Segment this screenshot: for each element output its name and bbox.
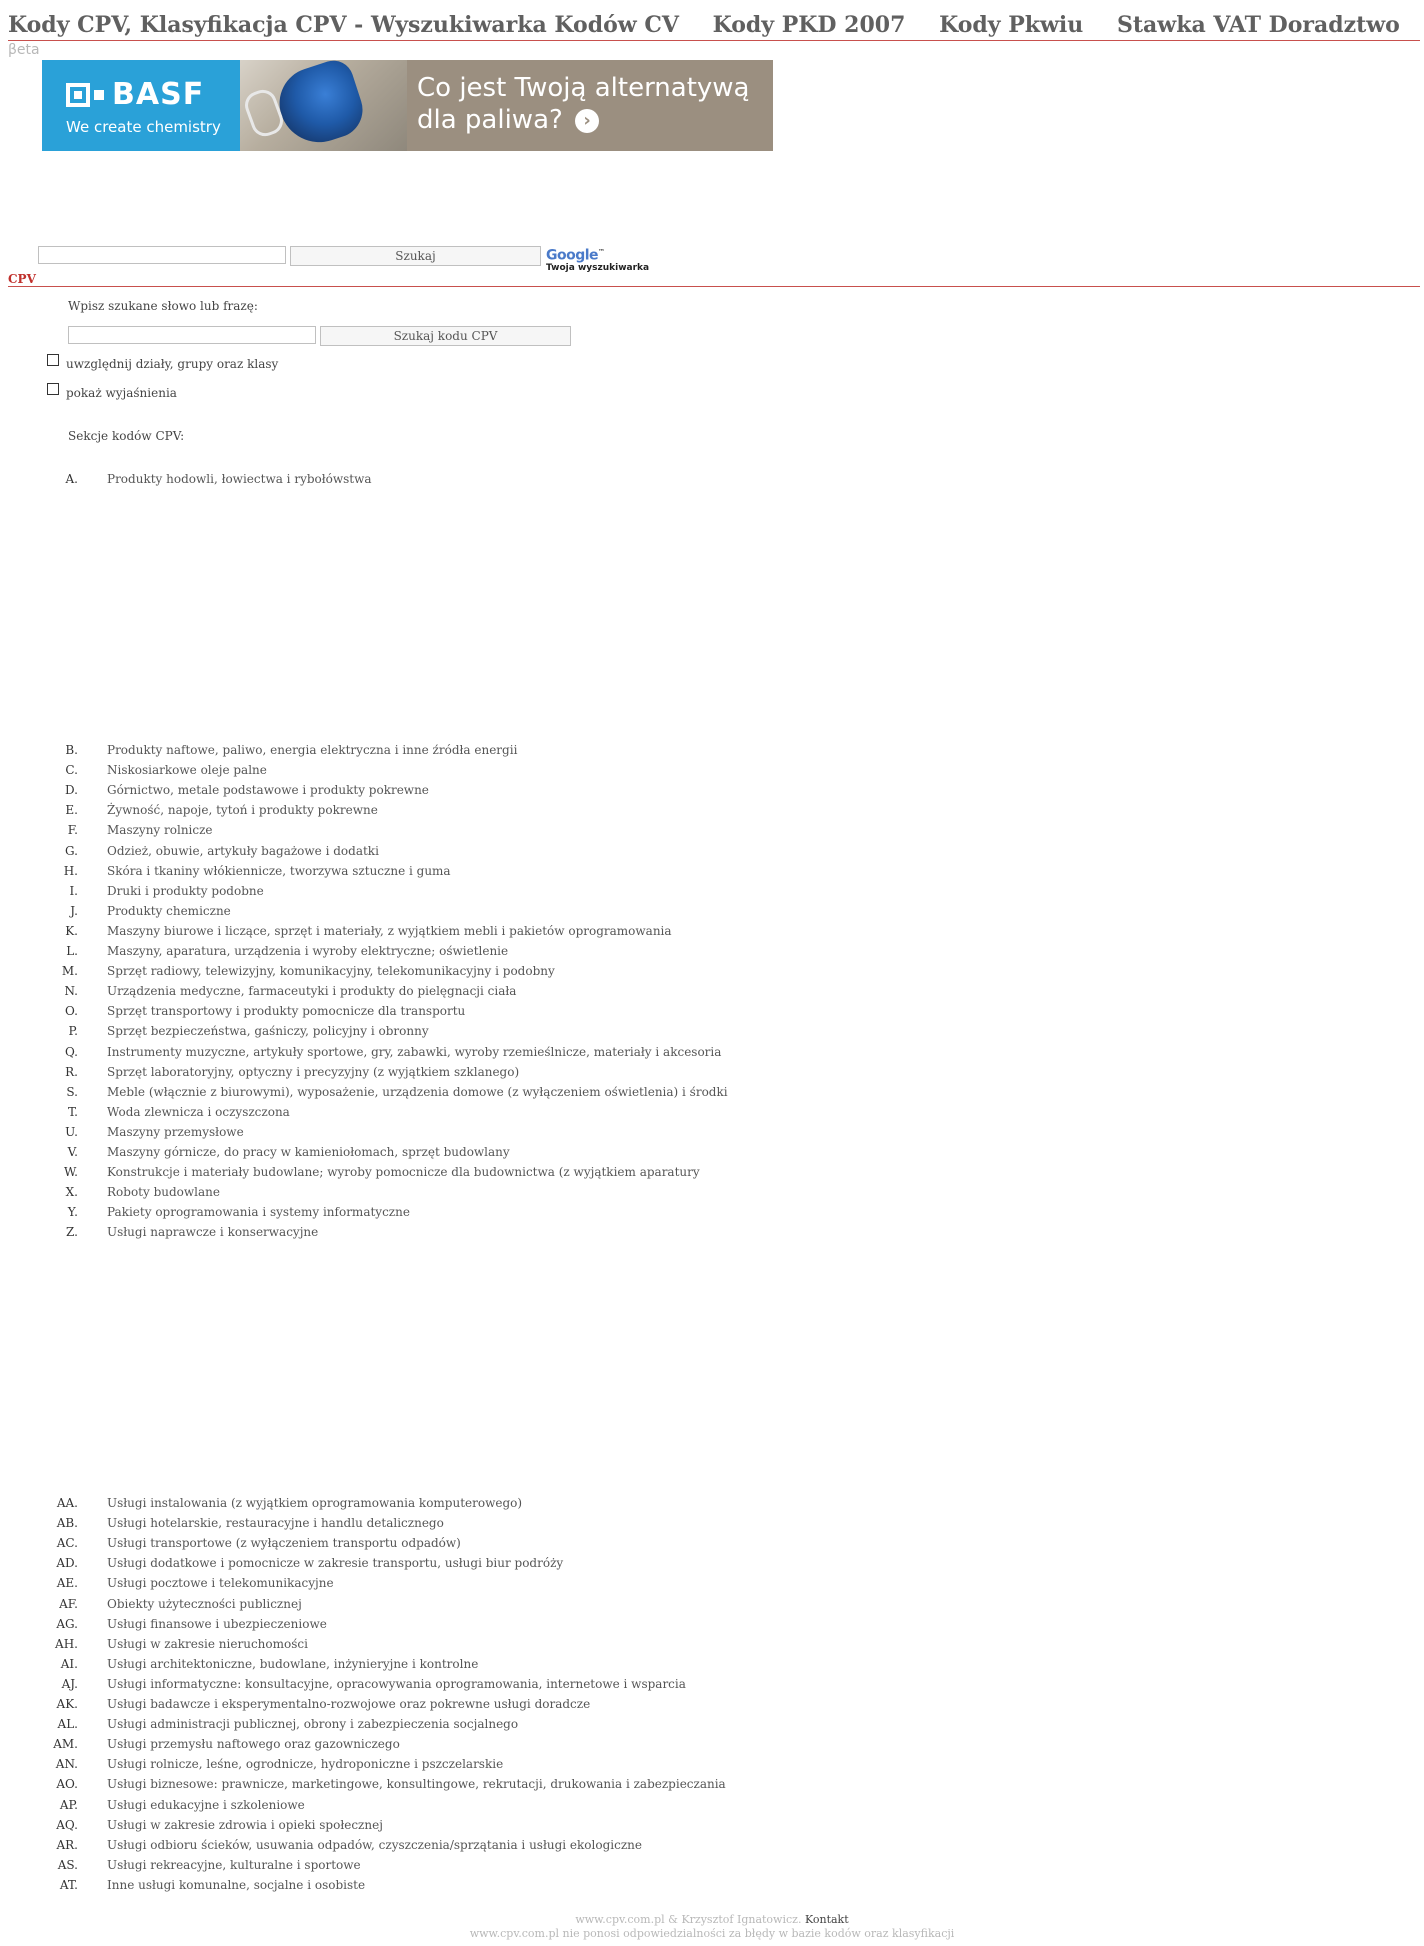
section-link[interactable]: Niskosiarkowe oleje palne [107, 763, 267, 778]
section-link[interactable]: Usługi badawcze i eksperymentalno-rozwojowe oraz pokrewne usługi doradcze [107, 1697, 591, 1711]
cpv-section-label: CPV [8, 272, 36, 286]
section-link[interactable]: Urządzenia medyczne, farmaceutyki i produkty do pielęgnacji ciała [107, 984, 517, 999]
section-code: D. [64, 783, 78, 798]
section-code: AT. [59, 1877, 78, 1892]
section-code: AQ. [56, 1817, 78, 1832]
nav-link-stawka-vat[interactable]: Stawka VAT Doradztwo [1116, 12, 1400, 38]
section-code: M. [61, 964, 78, 979]
section-link[interactable]: Maszyny przemysłowe [107, 1124, 244, 1139]
section-link[interactable]: Sprzęt laboratoryjny, optyczny i precyzyjny (z wyjątkiem szklanego) [107, 1064, 520, 1079]
section-link[interactable]: Usługi edukacyjne i szkoleniowe [107, 1797, 305, 1812]
section-link[interactable]: Usługi w zakresie nieruchomości [107, 1636, 308, 1651]
show-explanations-label: pokaż wyjaśnienia [66, 386, 177, 400]
section-link[interactable]: Produkty hodowli, łowiectwa i rybołówstwa [107, 472, 372, 486]
section-code: G. [65, 843, 78, 858]
cpv-divider [8, 286, 1420, 287]
section-code: AC. [56, 1536, 78, 1551]
section-row[interactable] [0, 1222, 800, 1242]
section-code: N. [64, 984, 78, 999]
cpv-search-button[interactable]: Szukaj kodu CPV [320, 326, 571, 346]
section-link[interactable]: Usługi odbioru ścieków, usuwania odpadów, czyszczenia/sprzątania i usługi ekologiczne [107, 1837, 642, 1852]
footer [0, 1913, 1424, 1941]
section-code: X. [65, 1185, 78, 1200]
section-code: AM. [53, 1737, 78, 1752]
section-code: AN. [55, 1757, 78, 1772]
ad-text-panel [407, 60, 773, 151]
section-row[interactable] [0, 740, 800, 760]
section-link[interactable]: Usługi hotelarskie, restauracyjne i handlu detalicznego [107, 1516, 444, 1531]
section-row[interactable] [0, 941, 800, 961]
google-search-bar [38, 246, 649, 274]
section-code: AE. [56, 1576, 78, 1591]
section-code: AO. [56, 1777, 78, 1792]
section-code: Y. [67, 1205, 78, 1220]
section-link[interactable]: Sprzęt radiowy, telewizyjny, komunikacyjny, telekomunikacyjny i podobny [107, 964, 555, 979]
section-link[interactable]: Usługi naprawcze i konserwacyjne [107, 1225, 319, 1240]
section-code: R. [65, 1064, 78, 1079]
section-link[interactable]: Usługi informatyczne: konsultacyjne, opracowywania oprogramowania, internetowe i wsparcia [107, 1676, 686, 1691]
section-row[interactable] [0, 1042, 800, 1062]
section-link[interactable]: Usługi pocztowe i telekomunikacyjne [107, 1576, 334, 1591]
section-link[interactable]: Roboty budowlane [107, 1185, 220, 1200]
ad-headline [417, 72, 750, 136]
section-row[interactable] [0, 1654, 800, 1674]
section-row[interactable] [0, 1835, 800, 1855]
section-code: AJ. [61, 1676, 78, 1691]
section-link[interactable]: Skóra i tkaniny włókiennicze, tworzywa sztuczne i guma [107, 863, 451, 878]
section-link[interactable]: Meble (włącznie z biurowymi), wyposażenie, urządzenia domowe (z wyłączeniem oświetlenia) i środki [107, 1084, 728, 1099]
section-code: AD. [56, 1556, 78, 1571]
section-code: I. [69, 883, 78, 898]
google-brand-subtitle: Twoja wyszukiwarka [546, 262, 650, 273]
nav-link-kody-cpv[interactable]: Kody CPV, Klasyfikacja CPV - Wyszukiwarka Kodów CV [8, 12, 679, 38]
section-row[interactable] [0, 981, 800, 1001]
cpv-search-input[interactable] [68, 326, 316, 344]
section-link[interactable]: Konstrukcje i materiały budowlane; wyroby pomocnicze dla budownictwa (z wyjątkiem aparatury [107, 1165, 700, 1180]
basf-logo [66, 77, 205, 112]
section-code: AB. [56, 1516, 78, 1531]
ad-banner[interactable] [42, 60, 773, 151]
section-code: U. [65, 1124, 78, 1139]
google-search-input[interactable] [38, 246, 286, 264]
section-row[interactable] [0, 1142, 800, 1162]
section-code: AH. [55, 1636, 78, 1651]
section-code: AA. [56, 1496, 78, 1510]
section-link[interactable]: Usługi architektoniczne, budowlane, inżynieryjne i kontrolne [107, 1656, 479, 1671]
section-row[interactable] [0, 901, 800, 921]
section-code: F. [67, 823, 78, 838]
section-code: J. [70, 903, 78, 918]
section-code: E. [65, 803, 78, 818]
section-row[interactable] [0, 1573, 800, 1593]
include-groups-label: uwzględnij działy, grupy oraz klasy [66, 357, 279, 371]
nav-link-kody-pkd[interactable]: Kody PKD 2007 [712, 12, 906, 38]
section-link[interactable]: Usługi finansowe i ubezpieczeniowe [107, 1616, 327, 1631]
section-row[interactable] [0, 1754, 800, 1774]
include-groups-checkbox[interactable] [47, 354, 59, 366]
section-link[interactable]: Żywność, napoje, tytoń i produkty pokrewne [107, 803, 378, 818]
ad-photo [240, 60, 407, 151]
section-row[interactable] [0, 469, 800, 489]
section-row[interactable] [0, 1021, 800, 1041]
section-code: Z. [66, 1225, 78, 1240]
section-row[interactable] [0, 841, 800, 861]
logo-dot-icon [94, 90, 104, 100]
top-nav [8, 12, 1424, 38]
section-link[interactable]: Usługi rekreacyjne, kulturalne i sportowe [107, 1857, 361, 1872]
section-link[interactable]: Instrumenty muzyczne, artykuły sportowe, gry, zabawki, wyroby rzemieślnicze, materiały i akcesoria [107, 1044, 722, 1059]
section-code: Q. [64, 1044, 78, 1059]
section-row[interactable] [0, 760, 800, 780]
fuel-nozzle-image [270, 60, 370, 151]
section-link[interactable]: Usługi dodatkowe i pomocnicze w zakresie transportu, usługi biur podróży [107, 1556, 564, 1571]
section-code: A. [65, 472, 78, 486]
section-row[interactable] [0, 1062, 800, 1082]
section-link[interactable]: Sprzęt bezpieczeństwa, gaśniczy, policyjny i obronny [107, 1024, 429, 1039]
section-link[interactable]: Obiekty użyteczności publicznej [107, 1596, 302, 1611]
section-row[interactable] [0, 961, 800, 981]
beta-label: βeta [8, 42, 40, 58]
footer-credit-line [0, 1913, 1424, 1927]
section-link[interactable]: Produkty naftowe, paliwo, energia elektryczna i inne źródła energii [107, 743, 518, 757]
section-code: O. [65, 1004, 78, 1019]
section-code: AI. [60, 1656, 78, 1671]
show-explanations-checkbox[interactable] [47, 383, 59, 395]
section-link[interactable]: Maszyny rolnicze [107, 823, 213, 838]
ad-brand-name: BASF [112, 77, 205, 112]
section-link[interactable]: Usługi administracji publicznej, obrony i zabezpieczenia socjalnego [107, 1717, 519, 1732]
header-divider [8, 40, 1420, 41]
section-row[interactable] [0, 1714, 800, 1734]
section-code: K. [65, 923, 78, 938]
section-code: C. [65, 763, 78, 778]
section-row[interactable] [0, 1202, 800, 1222]
section-row[interactable] [0, 1493, 800, 1513]
section-link[interactable]: Inne usługi komunalne, socjalne i osobiste [107, 1877, 366, 1892]
section-code: AF. [59, 1596, 78, 1611]
section-code: W. [63, 1165, 78, 1180]
ad-headline-line2: dla paliwa? [417, 105, 563, 135]
section-code: T. [67, 1104, 78, 1119]
section-link[interactable]: Druki i produkty podobne [107, 883, 264, 898]
google-logo: Google™ [546, 247, 605, 264]
section-code: AS. [57, 1857, 78, 1872]
section-row[interactable] [0, 1634, 800, 1654]
section-row[interactable] [0, 1533, 800, 1553]
footer-disclaimer: www.cpv.com.pl nie ponosi odpowiedzialności za błędy w bazie kodów oraz klasyfikacji [469, 1927, 955, 1940]
section-code: P. [68, 1024, 78, 1039]
footer-credit: www.cpv.com.pl & Krzysztof Ignatowicz. [575, 1913, 802, 1926]
ad-headline-line1: Co jest Twoją alternatywą [417, 73, 750, 103]
google-brand [546, 246, 649, 274]
section-code: AP. [59, 1797, 78, 1812]
section-code: L. [66, 944, 78, 958]
section-code: AR. [56, 1837, 78, 1852]
section-row[interactable] [0, 1875, 800, 1895]
section-row[interactable] [0, 1815, 800, 1835]
section-row[interactable] [0, 881, 800, 901]
section-link[interactable]: Maszyny górnicze, do pracy w kamieniołomach, sprzęt budowlany [107, 1145, 510, 1159]
section-link[interactable]: Maszyny, aparatura, urządzenia i wyroby elektryczne; oświetlenie [107, 944, 509, 958]
section-row[interactable] [0, 1734, 800, 1754]
section-code: B. [65, 743, 78, 757]
section-row[interactable] [0, 1795, 800, 1815]
section-link[interactable]: Sprzęt transportowy i produkty pomocnicze dla transportu [107, 1004, 466, 1019]
section-row[interactable] [0, 1162, 800, 1182]
section-code: V. [67, 1145, 78, 1159]
section-code: H. [63, 863, 78, 878]
section-row[interactable] [0, 1594, 800, 1614]
section-link[interactable]: Woda zlewnicza i oczyszczona [107, 1104, 290, 1119]
section-link[interactable]: Usługi instalowania (z wyjątkiem oprogramowania komputerowego) [107, 1496, 523, 1510]
section-link[interactable]: Usługi rolnicze, leśne, ogrodnicze, hydroponiczne i pszczelarskie [107, 1757, 504, 1772]
section-row[interactable] [0, 1614, 800, 1634]
section-row[interactable] [0, 1001, 800, 1021]
section-row[interactable] [0, 861, 800, 881]
section-row[interactable] [0, 1855, 800, 1875]
section-code: AK. [56, 1697, 78, 1711]
section-row[interactable] [0, 1694, 800, 1714]
section-row[interactable] [0, 921, 800, 941]
section-link[interactable]: Usługi biznesowe: prawnicze, marketingowe, konsultingowe, rekrutacji, drukowania i zabezpieczania [107, 1777, 726, 1792]
nav-link-kody-pkwiu[interactable]: Kody Pkwiu [939, 12, 1084, 38]
section-code: AG. [56, 1616, 78, 1631]
section-link[interactable]: Usługi transportowe (z wyłączeniem transportu odpadów) [107, 1536, 461, 1551]
section-link[interactable]: Usługi przemysłu naftowego oraz gazowniczego [107, 1737, 400, 1752]
section-code: S. [66, 1084, 78, 1099]
ad-tagline: We create chemistry [66, 118, 221, 136]
section-row[interactable] [0, 820, 800, 840]
section-row[interactable] [0, 780, 800, 800]
google-logo-text: Google [546, 247, 599, 264]
section-row[interactable] [0, 1674, 800, 1694]
section-row[interactable] [0, 1774, 800, 1794]
search-prompt: Wpisz szukane słowo lub frazę: [68, 299, 258, 313]
option-include-groups[interactable] [47, 357, 278, 371]
section-link[interactable]: Maszyny biurowe i liczące, sprzęt i materiały, z wyjątkiem mebli i pakietów oprogramowania [107, 923, 672, 938]
section-row[interactable] [0, 1182, 800, 1202]
section-link[interactable]: Usługi w zakresie zdrowia i opieki społecznej [107, 1817, 383, 1832]
section-row[interactable] [0, 1102, 800, 1122]
section-link[interactable]: Górnictwo, metale podstawowe i produkty pokrewne [107, 783, 429, 798]
section-row[interactable] [0, 800, 800, 820]
section-link[interactable]: Odzież, obuwie, artykuły bagażowe i dodatki [107, 843, 379, 858]
contact-link[interactable]: Kontakt [804, 1913, 849, 1926]
arrow-right-icon[interactable]: › [575, 109, 599, 133]
sections-title: Sekcje kodów CPV: [68, 429, 185, 443]
section-link[interactable]: Produkty chemiczne [107, 903, 231, 918]
ad-headline-line2-row [417, 104, 750, 136]
option-show-explanations[interactable] [47, 386, 177, 400]
section-row[interactable] [0, 1513, 800, 1533]
ad-brand-panel [42, 60, 240, 151]
section-code: AL. [57, 1717, 78, 1732]
logo-square-icon [66, 83, 90, 107]
section-row[interactable] [0, 1553, 800, 1573]
section-row[interactable] [0, 1082, 800, 1102]
google-search-button[interactable]: Szukaj [290, 246, 541, 266]
section-row[interactable] [0, 1122, 800, 1142]
cpv-search-form [68, 326, 571, 346]
section-link[interactable]: Pakiety oprogramowania i systemy informatyczne [107, 1205, 410, 1220]
